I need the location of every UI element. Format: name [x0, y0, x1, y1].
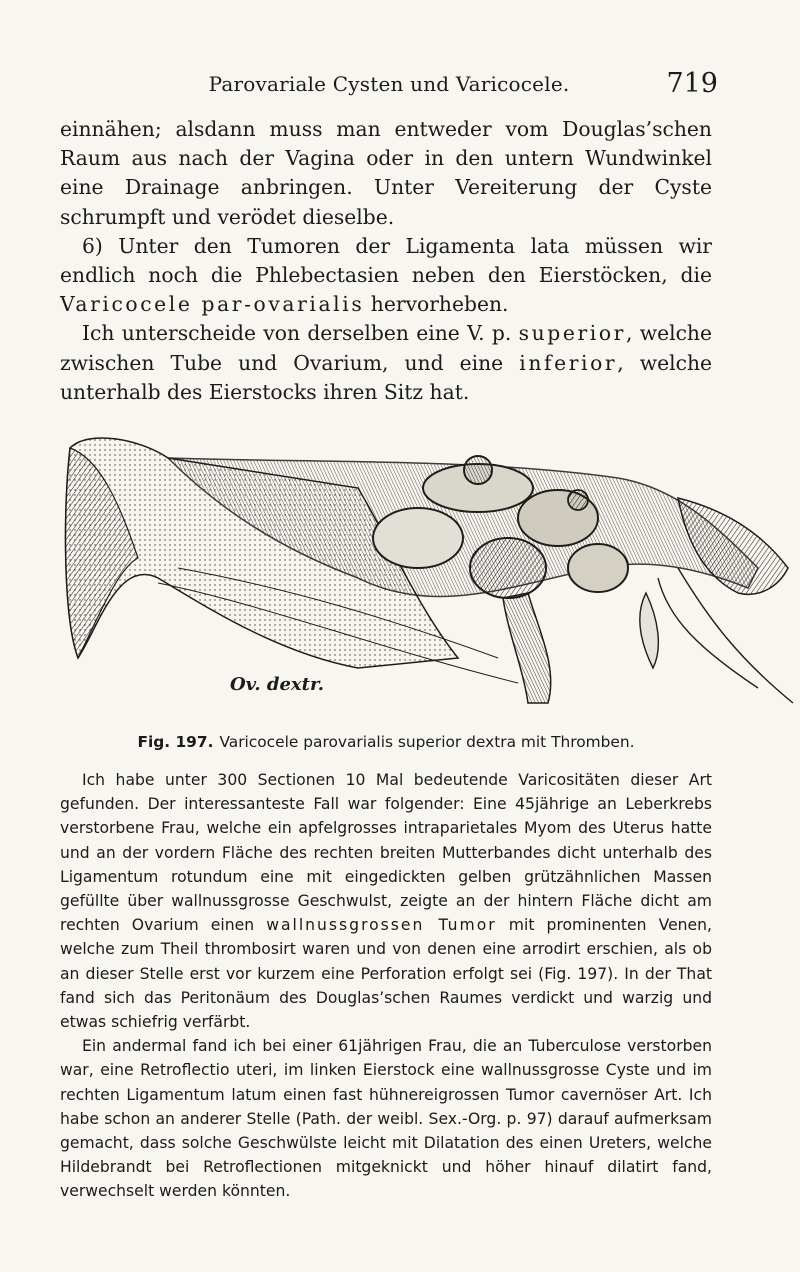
caption-label: Fig. 197.: [137, 733, 214, 751]
descending-vessel: [503, 593, 551, 703]
vein-lobe-5: [568, 544, 628, 592]
term-superior: superior: [518, 321, 626, 346]
paragraph-4-end: mit prominenten Venen, welche zum Theil thrombosirt waren und von denen eine arrodirt erschien, als ob an dieser Stelle erst vor kurzem eine Perforation erfolgt sei (Fig. 197). In der That fand sich das Peritonäum des Douglas’schen Raumes verdickt und warzig und etwas schiefrig verfärbt.: [60, 916, 712, 1032]
paragraph-3: [60, 319, 712, 407]
thrombus-node: [464, 456, 492, 484]
paragraph-3-end: , welche unterhalb des Eierstocks ihren Sitz hat.: [60, 350, 713, 404]
paragraph-4: [60, 768, 712, 1034]
running-header: [60, 70, 718, 110]
paragraph-5: Ein andermal fand ich bei einer 61jährigen Frau, die an Tuberculose verstorben war, eine Retroflectio uteri, im linken Eierstock eine wallnussgrosse Cyste und im rechten Ligamentum latum einen fast hühnereigrossen Tumor cavernöser Art. Ich habe schon an anderer Stelle (Path. der weibl. Sex.-Org. p. 97) darauf aufmerksam gemacht, dass solche Geschwülste leicht mit Dilatation des einen Ureters, welche Hildebrandt bei Retroflectionen mitgeknickt und höher hinauf dilatirt fand, verwechselt werden könnten.: [60, 1037, 712, 1201]
body-text-bottom: [60, 768, 712, 1204]
term-wallnussgrossen-tumor: wallnussgrossen Tumor: [266, 916, 497, 935]
paragraph-3-start: Ich unterscheide von derselben eine V. p.: [82, 321, 519, 346]
small-vessel-loop: [640, 593, 659, 668]
paragraph-2-start: 6) Unter den Tumoren der Ligamenta lata müssen wir endlich noch die Phlebectasien neben den Eierstöcken, die: [60, 233, 712, 288]
caption-text: Varicocele parovarialis superior dextra mit Thromben.: [219, 733, 635, 751]
thrombus-node-2: [568, 490, 588, 510]
running-title: Parovariale Cysten und Varicocele.: [208, 72, 570, 96]
label-ov-dextr: Ov. dextr.: [230, 674, 325, 695]
paragraph-2: [60, 232, 712, 320]
paragraph-2-end: hervorheben.: [364, 292, 509, 317]
term-inferior: inferior: [519, 350, 618, 375]
body-text-top: [60, 115, 712, 407]
term-varicocele: Varicocele par-ovarialis: [60, 292, 365, 317]
engraving-varicocele: [58, 418, 800, 710]
paragraph-1: einnähen; alsdann muss man entweder vom Douglas’schen Raum aus nach der Vagina oder in den untern Wundwinkel eine Drainage anbringen. Unter Vereiterung der Cyste schrumpft und verödet dieselbe.: [60, 117, 712, 229]
anatomical-illustration: [58, 418, 800, 710]
paragraph-4-start: Ich habe unter 300 Sectionen 10 Mal bedeutende Varicositäten dieser Art gefunden. Der interessanteste Fall war folgender: Eine 45jährige an Leberkrebs verstorbene Frau, welche ein apfelgrosses intraparietales Myom des Uterus hatte und an der vordern Fläche des rechten breiten Mutterbandes dicht unterhalb des Ligamentum rotundum eine mit eingedickten gelben grützähnlichen Massen gefüllte über wallnussgrosse Geschwulst, zeigte an der hintern Fläche dicht am rechten Ovarium einen: [60, 771, 712, 935]
ligament-fold: [658, 568, 793, 703]
vein-lobe-4: [470, 538, 546, 598]
page-number: 719: [666, 68, 718, 99]
figure-caption: [60, 733, 712, 751]
tube-fimbriae: [678, 498, 788, 594]
vein-lobe-3: [373, 508, 463, 568]
paragraph-3-mid: , welche zwischen Tube und Ovarium, und eine: [60, 321, 712, 375]
